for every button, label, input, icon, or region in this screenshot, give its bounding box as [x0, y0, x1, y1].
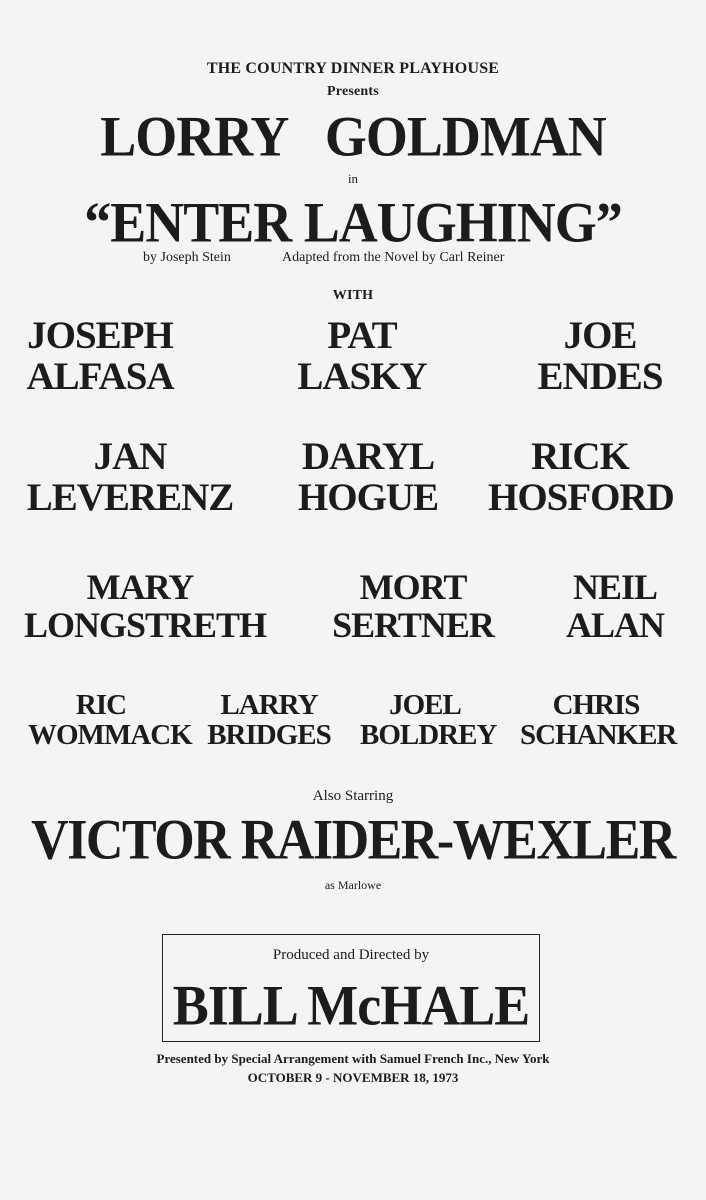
- cast-first-name: MARY: [86, 567, 194, 607]
- producer-label: Produced and Directed by: [272, 947, 430, 963]
- presenter-name: THE COUNTRY DINNER PLAYHOUSE: [206, 60, 500, 77]
- cast-member: [206, 690, 332, 751]
- cast-last-name: ALAN: [565, 604, 664, 645]
- cast-member: [520, 316, 680, 398]
- cast-member: [282, 316, 442, 398]
- cast-first-name: JOEL: [389, 689, 461, 721]
- cast-first-name: MORT: [359, 567, 467, 607]
- cast-member: [488, 437, 672, 519]
- cast-last-name: ENDES: [537, 354, 663, 398]
- cast-last-name: HOGUE: [297, 475, 439, 519]
- cast-last-name: LONGSTRETH: [24, 604, 267, 645]
- lead-actor: LORRY GOLDMAN: [100, 105, 606, 169]
- cast-member: [520, 689, 677, 752]
- run-dates: OCTOBER 9 - NOVEMBER 18, 1973: [247, 1070, 459, 1085]
- cast-last-name: BOLDREY: [360, 719, 497, 752]
- cast-last-name: LASKY: [297, 354, 427, 398]
- cast-member: [28, 689, 192, 752]
- cast-first-name: CHRIS: [552, 689, 640, 721]
- cast-first-name: RICK: [531, 435, 629, 478]
- also-starring-label: Also Starring: [312, 788, 394, 804]
- role-label: as Marlowe: [324, 878, 382, 892]
- cast-member: [20, 316, 180, 398]
- cast-first-name: JOE: [563, 314, 637, 357]
- director-credit-box: [162, 934, 540, 1042]
- cast-member: [24, 567, 267, 645]
- with-label: WITH: [332, 288, 374, 303]
- director-name: BILL McHALE: [172, 974, 530, 1038]
- cast-first-name: RIC: [75, 689, 127, 721]
- cast-member: [330, 569, 496, 645]
- cast-last-name: SCHANKER: [520, 719, 677, 752]
- cast-last-name: ALFASA: [26, 354, 174, 398]
- play-title: “ENTER LAUGHING”: [84, 191, 622, 255]
- cast-first-name: JOSEPH: [27, 314, 173, 357]
- cast-first-name: JAN: [93, 435, 167, 478]
- adaptation-credit: Adapted from the Novel by Carl Reiner: [282, 250, 505, 265]
- cast-last-name: WOMMACK: [28, 719, 192, 752]
- cast-member: [560, 569, 670, 645]
- author-credit: by Joseph Stein: [143, 250, 231, 265]
- cast-member: [288, 437, 448, 519]
- featured-actor: VICTOR RAIDER-WEXLER: [31, 809, 675, 872]
- cast-first-name: PAT: [327, 314, 397, 357]
- cast-member: [360, 689, 497, 752]
- cast-last-name: LEVERENZ: [26, 475, 234, 519]
- in-label: in: [347, 171, 359, 186]
- cast-last-name: HOSFORD: [488, 475, 674, 519]
- cast-last-name: BRIDGES: [207, 719, 331, 752]
- cast-last-name: SERTNER: [332, 604, 494, 645]
- cast-first-name: DARYL: [301, 435, 435, 478]
- cast-first-name: NEIL: [572, 567, 658, 607]
- cast-first-name: LARRY: [220, 689, 318, 721]
- cast-member: [20, 437, 240, 519]
- arrangement-note: Presented by Special Arrangement with Samuel French Inc., New York: [156, 1051, 550, 1066]
- presents-label: Presents: [327, 84, 379, 99]
